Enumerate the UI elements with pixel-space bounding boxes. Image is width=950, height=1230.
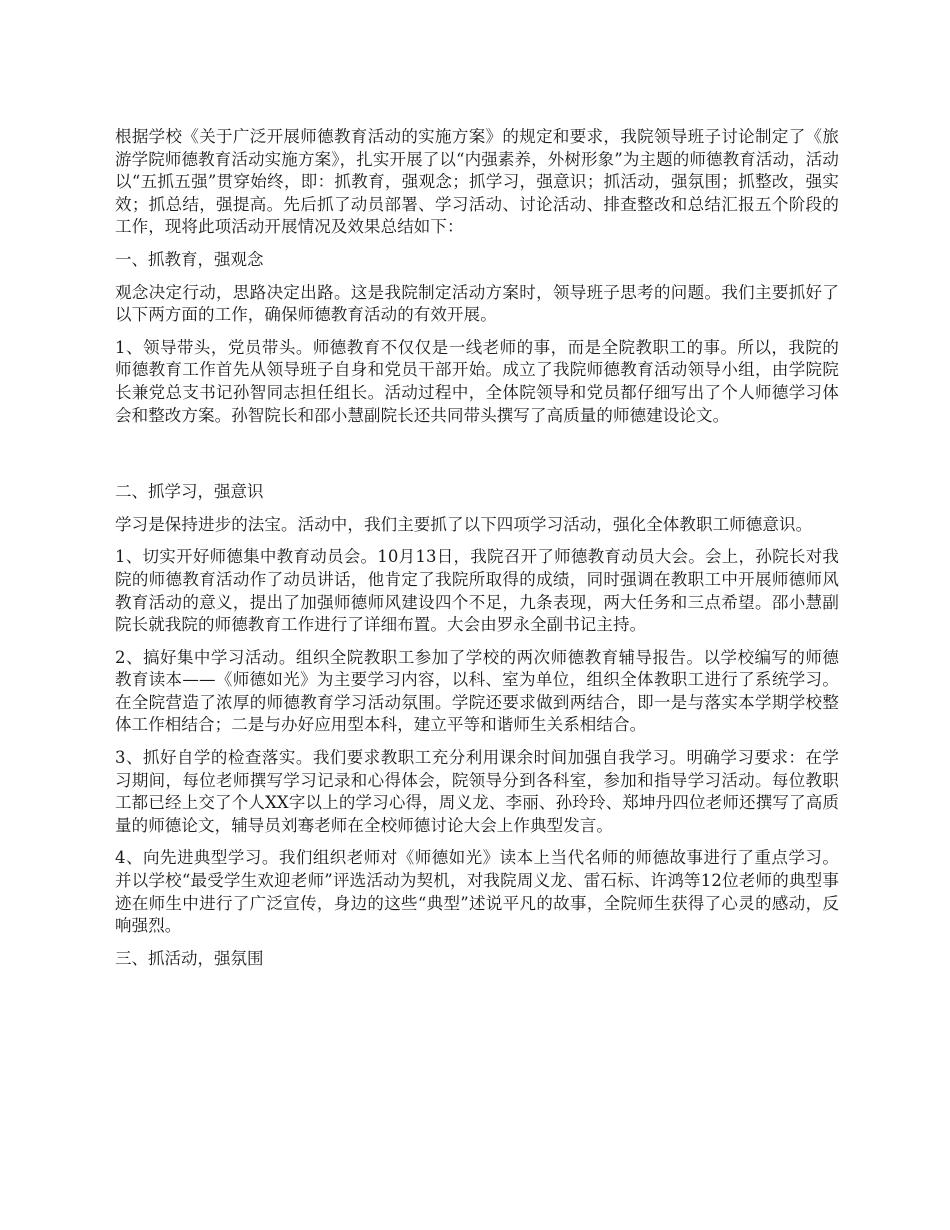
intro-paragraph: 根据学校《关于广泛开展师德教育活动的实施方案》的规定和要求，我院领导班子讨论制定了《旅游学院师德教育活动实施方案》，扎实开展了以“内强素养，外树形象”为主题的师德教育活动，活动以“五抓五强”贯穿始终，即：抓教育，强观念；抓学习，强意识；抓活动，强氛围；抓整改，强实效；抓总结，强提高。先后抓了动员部署、学习活动、讨论活动、排查整改和总结汇报五个阶段的工作，现将此项活动开展情况及效果总结如下： bbox=[115, 127, 839, 237]
section1-paragraph-2: 1、领导带头，党员带头。师德教育不仅仅是一线老师的事，而是全院教职工的事。所以，我院的师德教育工作首先从领导班子自身和党员干部开始。成立了我院师德教育活动领导小组，由学院院长兼党总支书记孙智同志担任组长。活动过程中，全体院领导和党员都仔细写出了个人师德学习体会和整改方案。孙智院长和邵小慧副院长还共同带头撰写了高质量的师德建设论文。 bbox=[115, 337, 839, 425]
section2-paragraph-4: 3、抓好自学的检查落实。我们要求教职工充分利用课余时间加强自我学习。明确学习要求：在学习期间，每位老师撰写学习记录和心得体会，院领导分到各科室，参加和指导学习活动。每位教职工都已经上交了个人XX字以上的学习心得，周义龙、李丽、孙玲玲、郑坤丹四位老师还撰写了高质量的师德论文，辅导员刘骞老师在全校师德讨论大会上作典型发言。 bbox=[115, 748, 839, 835]
section1-paragraph-1: 观念决定行动，思路决定出路。这是我院制定活动方案时，领导班子思考的问题。我们主要抓好了以下两方面的工作，确保师德教育活动的有效开展。 bbox=[115, 282, 839, 325]
document-page bbox=[115, 126, 839, 980]
section2-paragraph-1: 学习是保持进步的法宝。活动中，我们主要抓了以下四项学习活动，强化全体教职工师德意识。 bbox=[115, 514, 813, 534]
section-heading-1: 一、抓教育，强观念 bbox=[115, 249, 264, 269]
blank-spacer bbox=[115, 437, 839, 481]
section2-paragraph-2: 1、切实开好师德集中教育动员会。10月13日，我院召开了师德教育动员大会。会上，孙院长对我院的师德教育活动作了动员讲话，他肯定了我院所取得的成绩，同时强调在教职工中开展师德师风教育活动的意义，提出了加强师德师风建设四个不足，九条表现，两大任务和三点希望。邵小慧副院长就我院的师德教育工作进行了详细布置。大会由罗永全副书记主持。 bbox=[115, 547, 839, 635]
section-heading-2: 二、抓学习，强意识 bbox=[115, 482, 264, 502]
section2-paragraph-5: 4、向先进典型学习。我们组织老师对《师德如光》读本上当代名师的师德故事进行了重点学习。并以学校“最受学生欢迎老师”评选活动为契机，对我院周义龙、雷石标、许鸿等12位老师的典型事迹在师生中进行了广泛宣传，身边的这些“典型”述说平凡的故事，全院师生获得了心灵的感动，反响强烈。 bbox=[115, 848, 839, 936]
section2-paragraph-3: 2、搞好集中学习活动。组织全院教职工参加了学校的两次师德教育辅导报告。以学校编写的师德教育读本——《师德如光》为主要学习内容，以科、室为单位，组织全体教职工进行了系统学习。在全院营造了浓厚的师德教育学习活动氛围。学院还要求做到两结合，即一是与落实本学期学校整体工作相结合；二是与办好应用型本科，建立平等和谐师生关系相结合。 bbox=[115, 647, 839, 735]
section-heading-3: 三、抓活动，强氛围 bbox=[115, 948, 264, 968]
